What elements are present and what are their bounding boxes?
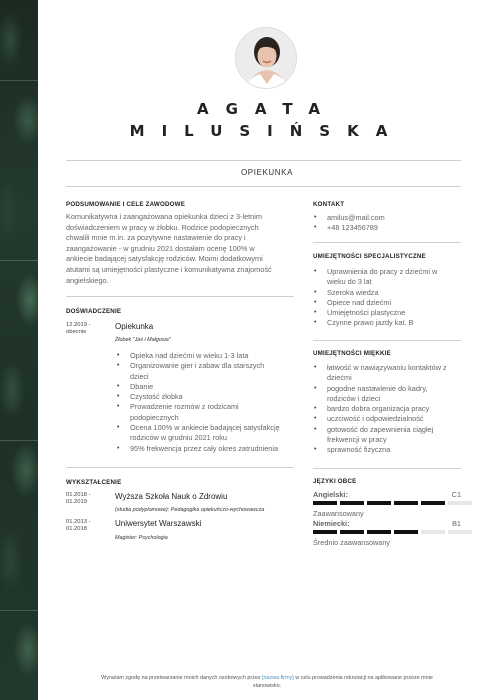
level-segment — [394, 501, 418, 505]
gdpr-consent: Wyrażam zgodę na przetwarzanie moich danych osobowych przez [nazwa firmy] w celu prowadzenia rekrutacji na aplikowane przeze mnie stanowisko. — [101, 675, 433, 689]
school-name: Wyższa Szkoła Nauk o Zdrowiu — [115, 492, 228, 501]
list-item: rodziców w grudniu 2021 roku — [130, 433, 227, 443]
language-name: Angielski: — [313, 490, 348, 499]
leaf-vein — [0, 80, 38, 81]
list-item: • Uprawnienia do pracy z dziećmi w — [313, 267, 463, 277]
list-item: • Organizowanie gier i zabaw dla starszych — [116, 361, 296, 371]
divider — [313, 340, 461, 341]
leaf-vein — [0, 260, 38, 261]
education-title: WYKSZTAŁCENIE — [66, 479, 122, 486]
contact-title: KONTAKT — [313, 201, 345, 208]
leaf-decoration — [0, 0, 38, 700]
divider — [66, 160, 461, 161]
person-portrait-icon — [236, 28, 297, 89]
level-segment — [448, 501, 472, 505]
divider — [313, 242, 461, 243]
list-item: • uczciwość i odpowiedzialność — [313, 414, 463, 424]
contact-list — [313, 213, 463, 234]
special-skills-list — [313, 267, 463, 329]
company-name-placeholder: [nazwa firmy] — [262, 675, 294, 681]
language-level-bar — [313, 501, 472, 505]
first-name: AGATA — [196, 100, 338, 118]
list-item: • Prowadzenie rozmów z rodzicami — [116, 402, 296, 412]
list-item: podopiecznych — [130, 412, 179, 422]
experience-title: DOŚWIADCZENIE — [66, 308, 122, 315]
list-item: dzieci — [130, 371, 149, 381]
level-segment — [367, 501, 391, 505]
list-item: • sprawność fizyczna — [313, 445, 463, 455]
experience-duties — [116, 351, 296, 454]
language-name: Niemiecki: — [313, 519, 350, 528]
level-segment — [340, 530, 364, 534]
summary-title: PODSUMOWANIE I CELE ZAWODOWE — [66, 201, 186, 208]
list-item: frekwencji w pracy — [327, 435, 387, 445]
education-date: 01.2018 - 01.2019 — [66, 492, 91, 506]
list-item: • bardzo dobra organizacja pracy — [313, 404, 463, 414]
soft-skills-title: UMIEJĘTNOŚCI MIĘKKIE — [313, 350, 391, 357]
list-item: • Czystość żłobka — [116, 392, 296, 402]
job-role: OPIEKUNKA — [240, 168, 294, 177]
list-item: • Opieka nad dziećmi w wieku 1-3 lata — [116, 351, 296, 361]
list-item: • Dbanie — [116, 382, 296, 392]
experience-date: 12.2019 - obecnie — [66, 322, 91, 336]
school-name: Uniwersytet Warszawski — [115, 519, 202, 528]
level-segment — [313, 501, 337, 505]
profile-photo — [235, 27, 297, 89]
phone-number[interactable]: • +48 123456789 — [313, 223, 463, 233]
list-item: • łatwość w nawiązywaniu kontaktów z — [313, 363, 463, 373]
list-item: • Czynne prawo jazdy kat. B — [313, 318, 463, 328]
summary-text: Komunikatywna i zaangażowana opiekunka dzieci z 3-letnim doświadczeniem w pracy w żłobku. Rodzice podopiecznych chwalili mnie m.in. za pozytywne nastawienie do pracy i zaangażowanie - w grudniu 2021 dostałam ocenę 100% w ankiecie badającej satysfakcję rodziców. Moimi dodatkowymi atutami są umiejętności plastyczne i komunikatywna znajomość angielskiego. — [66, 212, 272, 285]
list-item: • gotowość do zapewnienia ciągłej — [313, 425, 463, 435]
list-item: • 95% frekwencja przez cały okres zatrudnienia — [116, 444, 296, 454]
leaf-vein — [0, 610, 38, 611]
level-segment — [394, 530, 418, 534]
level-segment — [448, 530, 472, 534]
level-segment — [367, 530, 391, 534]
language-description: Zaawansowany — [313, 509, 364, 518]
list-item: • Szeroka wiedza — [313, 288, 463, 298]
soft-skills-list — [313, 363, 463, 456]
special-skills-title: UMIEJĘTNOŚCI SPECJALISTYCZNE — [313, 253, 426, 260]
level-segment — [340, 501, 364, 505]
list-item: dziećmi — [327, 373, 352, 383]
leaf-vein — [0, 440, 38, 441]
list-item: • pogodne nastawienie do kadry, — [313, 384, 463, 394]
school-detail: Magister: Psychologia — [115, 535, 168, 541]
divider — [313, 468, 461, 469]
employer: Żłobek "Jaś i Małgosia" — [115, 337, 171, 343]
divider — [66, 296, 294, 297]
list-item: • Umiejętności plastyczne — [313, 308, 463, 318]
language-description: Średnio zaawansowany — [313, 538, 391, 547]
education-date: 01.2013 - 01.2018 — [66, 519, 91, 533]
divider — [66, 186, 461, 187]
language-level: B1 — [452, 519, 461, 528]
list-item: wieku do 3 lat — [327, 277, 372, 287]
languages-title: JĘZYKI OBCE — [313, 478, 357, 485]
language-level-bar — [313, 530, 472, 534]
language-level: C1 — [451, 490, 461, 499]
job-title: Opiekunka — [115, 322, 154, 331]
list-item: rodziców i dzieci — [327, 393, 381, 403]
last-name: MILUSIŃSKA — [129, 122, 405, 140]
school-detail: (studia podyplomowe): Pedagogika opiekuńczo-wychowawcza — [115, 507, 265, 513]
list-item: • Ocena 100% w ankiecie badającej satysfakcję — [116, 423, 296, 433]
list-item: • Opiece nad dziećmi — [313, 298, 463, 308]
divider — [66, 467, 294, 468]
level-segment — [313, 530, 337, 534]
level-segment — [421, 501, 445, 505]
email-link[interactable]: • amilus@mail.com — [313, 213, 463, 223]
level-segment — [421, 530, 445, 534]
